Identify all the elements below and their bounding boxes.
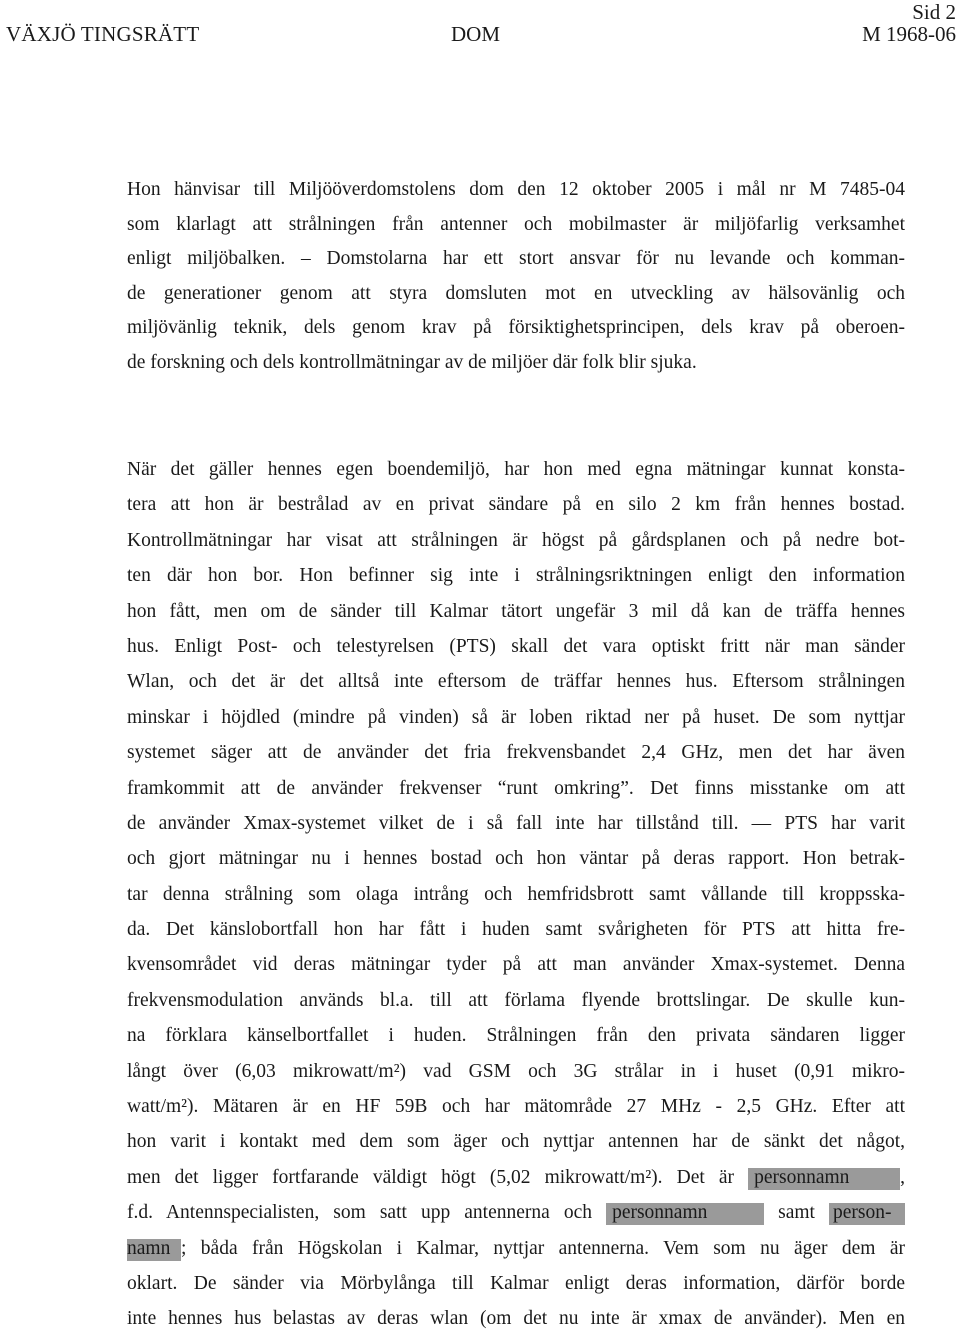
text-line: systemet säger att de använder det fria frekvensbandet 2,4 GHz, men det har även xyxy=(127,742,905,764)
text-line-with-redaction xyxy=(127,1160,905,1195)
page-number: Sid 2 xyxy=(912,0,956,24)
text-line: de använder Xmax-systemet vilket de i så fall inte har tillstånd till. — PTS har varit xyxy=(127,812,905,834)
text-line: som klarlagt att strålningen från antenner och mobilmaster är miljöfarlig verksamhet xyxy=(127,213,905,235)
text-line: hon fått, men om de sänder till Kalmar tätort ungefär 3 mil då kan de träffa hennes xyxy=(127,600,905,622)
redacted-name: person- xyxy=(829,1203,905,1225)
redacted-name: personnamn xyxy=(606,1203,764,1225)
line-text: , xyxy=(900,1166,905,1188)
text-line: miljövänlig teknik, dels genom krav på försiktighetsprincipen, dels krav på oberoen- xyxy=(127,317,905,339)
text-line: kvensområdet vid deras mätningar tyder på att man använder Xmax-systemet. Denna xyxy=(127,954,905,976)
text-line: Kontrollmätningar har visat att strålningen är högst på gårdsplanen och på nedre bot- xyxy=(127,529,905,551)
text-line: enligt miljöbalken. – Domstolarna har ett stort ansvar för nu levande och komman- xyxy=(127,248,905,270)
text-line: Hon hänvisar till Miljööverdomstolens dom den 12 oktober 2005 i mål nr M 7485-04 xyxy=(127,179,905,200)
text-line: frekvensmodulation används bl.a. till att förlama flyende brottslingar. De skulle kun- xyxy=(127,989,905,1011)
line-text: f.d. Antennspecialisten, som satt upp antennerna och xyxy=(127,1202,592,1224)
text-line: inte hennes hus belastas av deras wlan (om det nu inte är xmax de använder). Men en xyxy=(127,1308,905,1330)
text-line: na förklara känselbortfallet i huden. Strålningen från den privata sändaren ligger xyxy=(127,1025,905,1047)
text-line: tera att hon är bestrålad av en privat sändare på en silo 2 km från hennes bostad. xyxy=(127,494,905,516)
line-text: men det ligger fortfarande väldigt högt (5,02 mikrowatt/m²). Det är xyxy=(127,1166,735,1188)
text-line: da. Det känslobortfall hon har fått i huden samt svårigheten för PTS att hitta fre- xyxy=(127,919,905,941)
document-type: DOM xyxy=(451,22,501,46)
text-line: Wlan, och det är det alltså inte eftersom de träffar hennes hus. Eftersom strålningen xyxy=(127,671,905,693)
text-line: långt över (6,03 mikrowatt/m²) vad GSM och 3G strålar in i huset (0,91 mikro- xyxy=(127,1060,905,1082)
court-name: VÄXJÖ TINGSRÄTT xyxy=(6,22,200,46)
text-line: hon varit i kontakt med dem som äger och nyttjar antennen har de sänkt det något, xyxy=(127,1131,905,1153)
text-line: de generationer genom att styra domsluten mot en utveckling av hälsovänlig och xyxy=(127,282,905,304)
paragraph-2 xyxy=(127,452,905,1337)
text-line: tar denna strålning som olaga intrång och hemfridsbrott samt vållande till kroppsska- xyxy=(127,883,905,905)
text-line: När det gäller hennes egen boendemiljö, har hon med egna mätningar kunnat konsta- xyxy=(127,459,905,480)
case-number: M 1968-06 xyxy=(862,22,956,46)
redacted-name: personnamn xyxy=(748,1168,900,1190)
paragraph-1 xyxy=(127,173,905,381)
text-line: ten där hon bor. Hon befinner sig inte i strålningsriktningen enligt den information xyxy=(127,565,905,587)
text-line: hus. Enligt Post- och telestyrelsen (PTS) skall det vara optiskt fritt när man sänder xyxy=(127,635,905,657)
text-line-with-redaction xyxy=(127,1195,905,1230)
page-header xyxy=(0,0,960,60)
line-text: samt xyxy=(778,1202,815,1224)
text-line-with-redaction xyxy=(127,1231,905,1266)
text-line: oklart. De sänder via Mörbylånga till Kalmar enligt deras information, därför borde xyxy=(127,1272,905,1294)
redacted-name: namn xyxy=(127,1239,181,1261)
text-line: de forskning och dels kontrollmätningar av de miljöer där folk blir sjuka. xyxy=(127,351,697,373)
line-text: ; båda från Högskolan i Kalmar, nyttjar antennerna. Vem som nu äger dem är xyxy=(181,1237,905,1259)
text-line: framkommit att de använder frekvenser “runt omkring”. Det finns misstanke om att xyxy=(127,777,905,799)
text-line: watt/m²). Mätaren är en HF 59B och har mätområde 27 MHz - 2,5 GHz. Efter att xyxy=(127,1096,905,1118)
text-line: och gjort mätningar nu i hennes bostad och hon väntar på deras rapport. Hon betrak- xyxy=(127,848,905,870)
text-line: minskar i höjdled (mindre på vinden) så är loben riktad ner på huset. De som nyttjar xyxy=(127,706,905,728)
